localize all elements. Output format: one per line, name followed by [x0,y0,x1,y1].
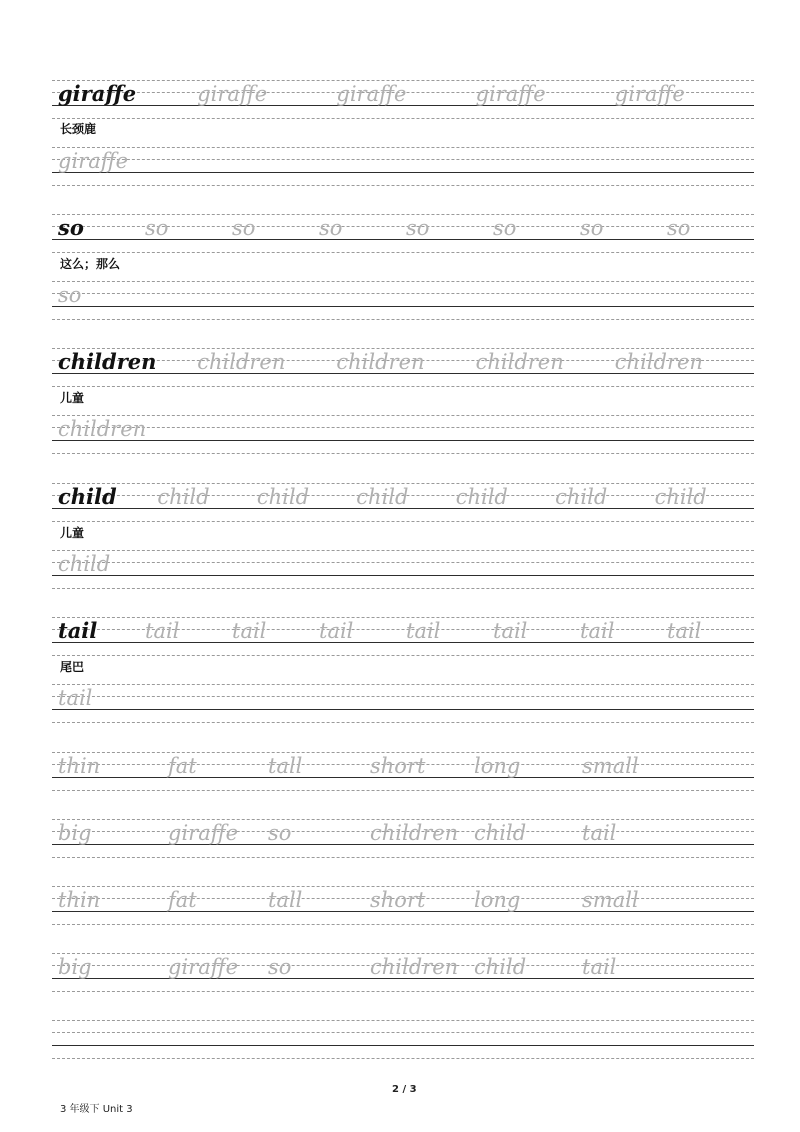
page-number: 2 / 3 [392,1084,417,1095]
ruling-line [52,752,754,753]
ruling-line [52,575,754,576]
review-word: fat [168,754,197,778]
trace-word: giraffe [336,82,407,106]
ruling-line [52,386,754,387]
trace-word: giraffe [475,82,546,106]
review-word: tail [582,821,617,845]
ruling-line [52,118,754,119]
model-word: so [58,215,84,240]
trace-word: children [58,417,147,441]
review-word: thin [58,888,101,912]
trace-word: tail [406,619,441,643]
review-word: big [58,955,92,979]
trace-word: so [145,216,169,240]
review-word: tail [582,955,617,979]
ruling-line [52,1020,754,1021]
ruling-line [52,953,754,954]
trace-word: tail [58,686,93,710]
chinese-meaning: 儿童 [60,391,85,405]
trace-word: tail [145,619,180,643]
trace-word: child [157,485,210,509]
ruling-line [52,306,754,307]
review-row [52,953,754,993]
ruling-line [52,857,754,858]
practice-row-giraffe [52,80,754,120]
ruling-line [52,722,754,723]
trace-word: tail [232,619,267,643]
ruling-line [52,214,754,215]
ruling-line [52,924,754,925]
trace-word: tail [493,619,528,643]
trace-word: so [493,216,517,240]
review-word: big [58,821,92,845]
model-word: giraffe [58,81,137,106]
ruling-line [52,453,754,454]
trace-word: so [580,216,604,240]
trace-word: giraffe [197,82,268,106]
trace-word: child [356,485,409,509]
ruling-line [52,1032,754,1033]
practice-row-tail [52,617,754,657]
trace-word: child [555,485,608,509]
review-word: long [474,888,521,912]
ruling-line [52,886,754,887]
ruling-line [52,172,754,173]
trace-word: child [58,552,111,576]
review-row [52,819,754,859]
ruling-line [52,790,754,791]
ruling-line [52,293,754,294]
chinese-meaning: 这么；那么 [60,257,121,271]
trace-word: tail [667,619,702,643]
ruling-line [52,147,754,148]
ruling-line [52,588,754,589]
trace-word: child [256,485,310,509]
blank-row [52,1020,754,1060]
trace-row-child [52,550,754,590]
practice-row-so [52,214,754,254]
review-word: so [268,955,292,979]
review-word: tall [268,754,303,778]
trace-word: children [336,350,425,374]
ruling-line [52,521,754,522]
review-word: giraffe [168,955,239,979]
model-word: tail [58,618,98,643]
ruling-line [52,319,754,320]
trace-word: so [667,216,691,240]
ruling-line [52,440,754,441]
ruling-line [52,550,754,551]
trace-row-children [52,415,754,455]
review-word: child [474,955,527,979]
trace-word: so [406,216,430,240]
ruling-line [52,617,754,618]
review-row [52,752,754,792]
review-word: short [370,754,426,778]
trace-word: children [475,350,564,374]
ruling-line [52,562,754,563]
chinese-meaning: 尾巴 [60,660,85,674]
review-word: fat [168,888,197,912]
ruling-line [52,348,754,349]
review-word: short [370,888,426,912]
trace-word: children [197,350,286,374]
trace-row-giraffe [52,147,754,187]
model-word: child [58,484,117,509]
trace-word: so [58,283,82,307]
review-word: small [582,754,639,778]
ruling-line [52,159,754,160]
practice-row-children [52,348,754,388]
trace-word: child [455,485,508,509]
trace-word: so [232,216,256,240]
ruling-line [52,1045,754,1046]
model-word: children [58,349,157,374]
review-word: so [268,821,292,845]
review-word: small [582,888,639,912]
footer-unit-label: 3 年级下 Unit 3 [60,1104,133,1115]
ruling-line [52,483,754,484]
ruling-line [52,252,754,253]
review-row [52,886,754,926]
trace-word: giraffe [614,82,685,106]
trace-word: tail [580,619,615,643]
ruling-line [52,415,754,416]
trace-word: child [654,485,707,509]
trace-word: tail [319,619,354,643]
ruling-line [52,1058,754,1059]
ruling-line [52,684,754,685]
trace-word: giraffe [58,149,129,173]
review-word: children [370,955,459,979]
ruling-line [52,281,754,282]
ruling-line [52,709,754,710]
ruling-line [52,185,754,186]
ruling-line [52,991,754,992]
trace-row-so [52,281,754,321]
chinese-meaning: 儿童 [60,526,85,540]
review-word: thin [58,754,101,778]
practice-row-child [52,483,754,523]
review-word: children [370,821,459,845]
trace-word: children [614,350,703,374]
review-word: giraffe [168,821,239,845]
ruling-line [52,80,754,81]
ruling-line [52,655,754,656]
ruling-line [52,819,754,820]
review-word: tall [268,888,303,912]
ruling-line [52,696,754,697]
review-word: child [474,821,527,845]
ruling-line [52,427,754,428]
review-word: long [474,754,521,778]
trace-word: so [319,216,343,240]
trace-row-tail [52,684,754,724]
chinese-meaning: 长颈鹿 [60,122,97,136]
